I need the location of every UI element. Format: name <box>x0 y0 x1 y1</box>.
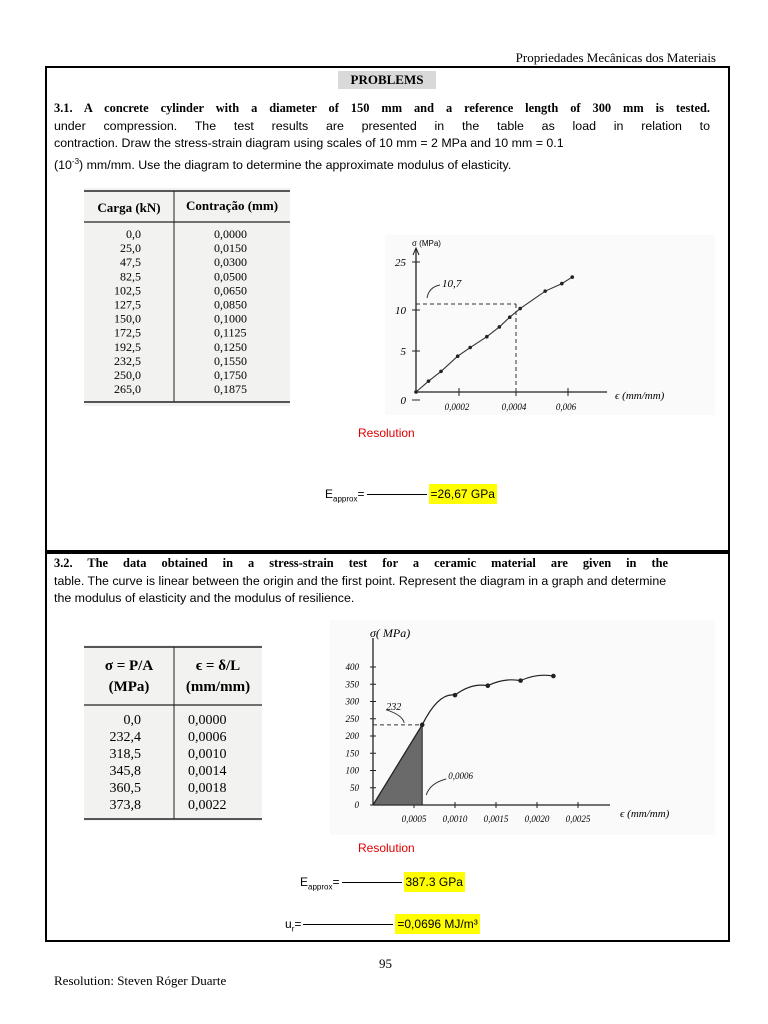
y-tick-label: 25 <box>395 257 406 269</box>
problem-2-stress-strain-chart <box>330 620 715 835</box>
data-point <box>420 723 425 728</box>
x-tick-label: 0,0015 <box>483 814 509 824</box>
y-tick-label: 300 <box>345 696 359 707</box>
problem-2-resilience-equation: $u_r= =0,0696$ MJ/m³ <box>285 917 480 933</box>
x-tick-label: 0,0010 <box>442 814 468 824</box>
strain-annotation: 0,0006 <box>448 771 473 781</box>
problem-2-data-table <box>84 645 264 823</box>
data-point <box>498 325 502 329</box>
header-title: Propriedades Mecânicas dos Materiais <box>515 50 716 65</box>
problem-2-modulus-equation: $E_{approx}= 387.3$ GPa <box>300 875 465 891</box>
table-2-header-stress-unit: (MPa) <box>108 679 150 695</box>
table-1-contraction-cell: 0,1750 <box>214 368 247 382</box>
data-point <box>485 335 489 339</box>
x-tick-label: 0,0002 <box>444 402 470 412</box>
table-1-header-load: Carga (kN) <box>97 200 161 215</box>
y-axis-label: σ (MPa) <box>412 239 441 248</box>
y-tick-label: 5 <box>400 346 406 358</box>
problem-1-line-4: $(10^{-3})$ mm/mm. Use the diagram to determine the approximate modulus of elasticity. <box>54 156 512 172</box>
table-2-header-stress: σ = P/A <box>104 658 154 674</box>
problem-2-resilience-value: =0,0696 MJ/m³ <box>395 914 479 934</box>
data-point <box>518 307 522 311</box>
table-1-load-cell: 265,0 <box>114 382 141 397</box>
table-1-load-cell: 82,5 <box>120 269 141 284</box>
table-2-header-strain: ϵ = δ/L <box>195 658 241 674</box>
problem-2-modulus-value: 387.3 GPa <box>404 872 465 892</box>
x-axis-label: ϵ (mm/mm) <box>615 390 665 402</box>
table-2-stress-cell: 373,8 <box>109 798 141 813</box>
table-1-contraction-cell: 0,0650 <box>214 283 247 298</box>
table-1-contraction-cell: 0,1250 <box>214 339 247 354</box>
problem-2-line-2: table. The curve is linear between the origin and the first point. Represent the diagram in a graph and determine <box>54 573 667 588</box>
table-2-stress-cell: 345,8 <box>109 764 141 779</box>
x-tick-label: 0,0004 <box>501 402 527 412</box>
x-tick-label: 0,006 <box>555 402 577 412</box>
y-tick-label: 400 <box>345 662 359 672</box>
table-2-stress-cell: 0,0 <box>123 713 141 728</box>
table-2-strain-cell: 0,0022 <box>188 798 227 813</box>
table-1-contraction-cell: 0,0850 <box>214 297 247 312</box>
data-point <box>560 282 564 286</box>
y-tick-label: 200 <box>345 731 359 741</box>
x-tick-label: 0,0020 <box>524 814 550 824</box>
problem-2-statement <box>54 555 710 608</box>
table-1-contraction-cell: 0,0150 <box>214 241 247 256</box>
y-tick-label: 250 <box>345 713 359 724</box>
data-point <box>518 678 523 683</box>
data-point <box>486 683 491 688</box>
table-1-contraction-cell: 0,1125 <box>214 325 247 340</box>
table-1-load-cell: 250,0 <box>114 368 141 382</box>
problem-2-line-3: the modulus of elasticity and the modulus of resilience. <box>54 591 355 605</box>
table-1-load-cell: 0,0 <box>126 227 141 241</box>
y-tick-label: 10 <box>395 305 406 317</box>
table-1-contraction-cell: 0,1000 <box>214 311 247 326</box>
table-2-stress-cell: 232,4 <box>109 730 141 745</box>
section-title: PROBLEMS <box>338 71 436 89</box>
table-1-load-cell: 127,5 <box>114 297 141 312</box>
table-2-strain-cell: 0,0000 <box>188 713 227 728</box>
table-2-strain-cell: 0,0006 <box>188 730 227 745</box>
table-1-header-contraction: Contração (mm) <box>185 198 279 213</box>
y-tick-label: 0 <box>400 395 406 407</box>
table-1-load-cell: 172,5 <box>114 325 141 340</box>
table-1-contraction-cell: 0,0300 <box>214 255 247 270</box>
data-point <box>508 315 512 319</box>
footer-credit: Resolution: Steven Róger Duarte <box>54 973 227 988</box>
problem-1-line-2: under compression. The test results are presented in the table as load in relation to <box>54 118 710 133</box>
table-1-load-cell: 150,0 <box>114 311 141 326</box>
problem-1-line-3: contraction. Draw the stress-strain diagram using scales of 10 mm = 2 MPa and 10 mm = 0.1 <box>54 136 564 150</box>
table-1-load-cell: 232,5 <box>114 353 141 368</box>
table-2-strain-cell: 0,0018 <box>188 781 227 796</box>
table-1-contraction-cell: 0,0500 <box>214 269 247 284</box>
data-point <box>414 390 418 394</box>
table-2-header-strain-unit: (mm/mm) <box>185 679 251 695</box>
data-point <box>439 370 443 374</box>
x-axis-label: ϵ (mm/mm) <box>620 808 670 820</box>
x-tick-label: 0,0005 <box>401 814 427 824</box>
y-tick-label: 150 <box>345 748 359 759</box>
problem-1-data-table <box>84 188 292 408</box>
problem-1-stress-strain-chart <box>385 235 715 415</box>
page-number: 95 <box>379 956 392 971</box>
y-tick-label: 100 <box>345 765 359 776</box>
table-1-load-cell: 192,5 <box>114 339 141 354</box>
table-2-stress-cell: 318,5 <box>109 747 141 762</box>
problem-1-statement <box>54 100 710 174</box>
table-1-load-cell: 102,5 <box>114 283 141 298</box>
stress-annotation: 10,7 <box>442 278 462 290</box>
data-point <box>453 693 458 698</box>
y-axis-label: σ( MPa) <box>370 626 411 640</box>
data-point <box>543 289 547 293</box>
data-point <box>456 354 460 358</box>
table-2-stress-cell: 360,5 <box>109 781 141 796</box>
data-point <box>427 379 431 383</box>
problem-1-modulus-value: =26,67 GPa <box>429 484 497 504</box>
table-2-strain-cell: 0,0010 <box>188 747 227 762</box>
table-2-strain-cell: 0,0014 <box>188 764 227 779</box>
y-tick-label: 0 <box>354 800 359 810</box>
data-point <box>468 346 472 350</box>
table-1-load-cell: 25,0 <box>120 241 141 256</box>
table-1-contraction-cell: 0,0000 <box>214 227 247 241</box>
table-1-contraction-cell: 0,1550 <box>214 353 247 368</box>
problem-2-heading: 3.2. The data obtained in a stress-strain test for a ceramic material are given in the <box>54 556 668 570</box>
problem-1-resolution-label: Resolution <box>358 426 415 440</box>
x-tick-label: 0,0025 <box>565 814 591 824</box>
stress-annotation: 232 <box>386 701 402 713</box>
data-point <box>551 674 556 679</box>
table-1-contraction-cell: 0,1875 <box>214 382 247 397</box>
problem-2-resolution-label: Resolution <box>358 841 415 855</box>
table-1-load-cell: 47,5 <box>120 255 141 270</box>
problem-1-heading: 3.1. A concrete cylinder with a diameter of 150 mm and a reference length of 300 mm is tested. <box>54 101 710 115</box>
y-tick-label: 350 <box>345 679 359 690</box>
problem-1-modulus-equation: $E_{approx}= =26,67$ GPa <box>325 487 497 503</box>
y-tick-label: 50 <box>350 782 359 793</box>
data-point <box>570 275 574 279</box>
